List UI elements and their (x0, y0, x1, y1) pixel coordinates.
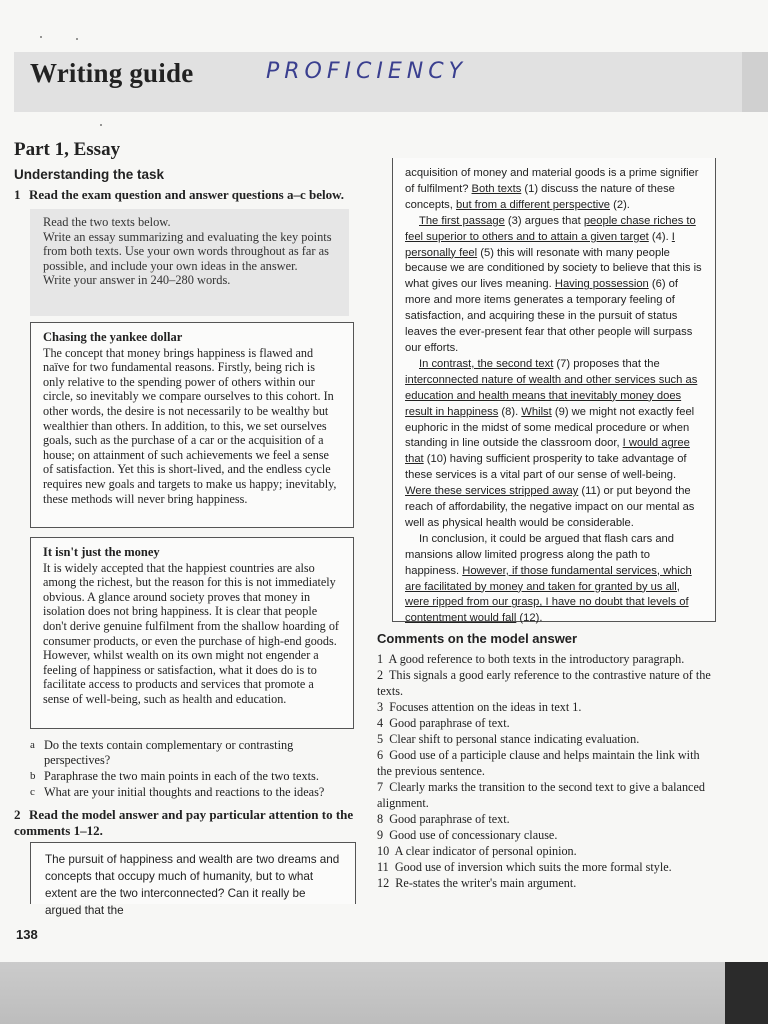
model-paragraph-2: The first passage (3) argues that people chase riches to feel superior to others and to attain a given target (4). I personally feel (5) this will resonate with many people because we are conditioned by society to believe that this is what gives our lives meaning. Having possession (6) of more and more items generates a temporary feeling of satisfaction, and acquiring these in the pursuit of status leaves the ever-present fear that other people will surpass our efforts. (405, 214, 702, 354)
comment-item: 8 Good paraphrase of text. (377, 812, 510, 826)
comment-item: 9 Good use of concessionary clause. (377, 828, 558, 842)
scan-speck (100, 124, 102, 126)
comment-item: 2 This signals a good early reference to the contrastive nature of the texts. (377, 668, 711, 698)
comment-item: 11 Good use of inversion which suits the more formal style. (377, 860, 672, 874)
sub-question (30, 769, 360, 784)
part-title: Part 1, Essay (14, 139, 121, 160)
sub-question-list (30, 738, 360, 801)
comments-title: Comments on the model answer (377, 631, 578, 646)
instruction-line: Read the two texts below. (43, 215, 171, 229)
sub-question-label: b (30, 770, 36, 782)
comment-item: 7 Clearly marks the transition to the second text to give a balanced alignment. (377, 780, 705, 810)
question-number: 1 (14, 187, 21, 202)
model-paragraph-1: acquisition of money and material goods is a prime signifier of fulfilment? Both texts (1) discuss the nature of these concepts, but from a different perspective (2). (405, 167, 699, 211)
comment-item: 3 Focuses attention on the ideas in text 1. (377, 700, 582, 714)
text-1-body: The concept that money brings happiness is flawed and naïve for two fundamental reasons. Firstly, being rich is only relative to the spending power of others within our circle, so inevitably we compare ourselves to this cohort. In other words, the desire is not necessarily to be wealthy but wealthier than others. In addition, to this, we set ourselves goals, such as the purchase of a car or the acquisition of a house; on attainment of such achievements we feel a sense of satisfaction. Yet this is short-lived, and the endless cycle requires new goals and targets to make us happy; inevitably, these methods will never bring happiness. (43, 345, 337, 506)
sub-question (30, 738, 360, 768)
comment-item: 4 Good paraphrase of text. (377, 716, 510, 730)
sub-question (30, 785, 360, 800)
instruction-line: Write an essay summarizing and evaluating the key points from both texts. Use your own words throughout as far as possible, and include your own ideas in the answer. (43, 229, 332, 273)
comments-list (377, 651, 717, 891)
scan-speck (76, 38, 78, 40)
question-text: Read the exam question and answer questions a–c below. (29, 187, 345, 202)
sub-question-text: What are your initial thoughts and reactions to the ideas? (44, 785, 325, 799)
question-1 (14, 187, 359, 203)
model-paragraph-3: In contrast, the second text (7) proposes that the interconnected nature of wealth and other services such as education and health means that inevitably money does result in happiness (8). Whilst (9) we might not exactly feel euphoric in the midst of some medical procedure or when standing in line outside the classroom door, I would agree that (10) having sufficient prosperity to take advantage of these services is a vital part of our sense of well-being. Were these services stripped away (11) or put beyond the reach of affordability, the negative impact on our mental as well as physical health would be considerable. (405, 357, 698, 529)
scan-speck (40, 36, 42, 38)
sub-question-text: Do the texts contain complementary or contrasting perspectives? (44, 738, 294, 767)
question-number: 2 (14, 807, 21, 822)
exam-instructions (30, 209, 349, 316)
text-2-title: It isn't just the money (43, 545, 160, 559)
question-2 (14, 807, 359, 838)
instruction-line: Write your answer in 240–280 words. (43, 273, 231, 288)
question-text: Read the model answer and pay particular attention to the comments 1–12. (14, 807, 354, 838)
text-2-body: It is widely accepted that the happiest countries are also among the richest, but the reason for this is not immediately obvious. A glance around society proves that money in isolation does not bring happiness. It is clear that people don't derive genuine fulfilment from the shallow hoarding of consumer products, or even the purchase of high-end goods. However, whilst wealth on its own might not engender a feeling of happiness or satisfaction, what it does do is to facilitate access to products and services that promote a sense of well-being, such as health and education. (43, 560, 339, 706)
page-number: 138 (16, 927, 38, 942)
footer-band (0, 962, 768, 1024)
comment-item: 10 A clear indicator of personal opinion. (377, 844, 577, 858)
section-subtitle: Understanding the task (14, 167, 165, 182)
model-paragraph-4: In conclusion, it could be argued that flash cars and mansions allow limited progress along the path to happiness. However, if those fundamental services, which are facilitated by money and taken for granted by us all, were ripped from our grasp, I have no doubt that levels of contentment would fall (12). (405, 532, 692, 625)
comment-item: 5 Clear shift to personal stance indicating evaluation. (377, 732, 640, 746)
header-band-edge (742, 52, 768, 112)
sub-question-text: Paraphrase the two main points in each of the two texts. (44, 769, 319, 783)
text-1-box (30, 322, 354, 528)
comment-item: 1 A good reference to both texts in the introductory paragraph. (377, 652, 685, 666)
text-2-box (30, 537, 354, 729)
text-1-title: Chasing the yankee dollar (43, 330, 183, 344)
comment-item: 12 Re-states the writer's main argument. (377, 876, 577, 890)
guide-title: Writing guide (30, 58, 194, 88)
handwritten-note: PROFICIENCY (266, 59, 468, 84)
footer-edge (725, 962, 768, 1024)
comment-item: 6 Good use of a participle clause and helps maintain the link with the previous sentence. (377, 748, 700, 778)
model-answer-continued (392, 158, 716, 625)
sub-question-label: a (30, 739, 35, 751)
model-answer-opening: The pursuit of happiness and wealth are two dreams and concepts that occupy much of humanity, but to what extent are the two interconnected? Can it really be argued that the (30, 842, 356, 904)
sub-question-label: c (30, 786, 35, 798)
